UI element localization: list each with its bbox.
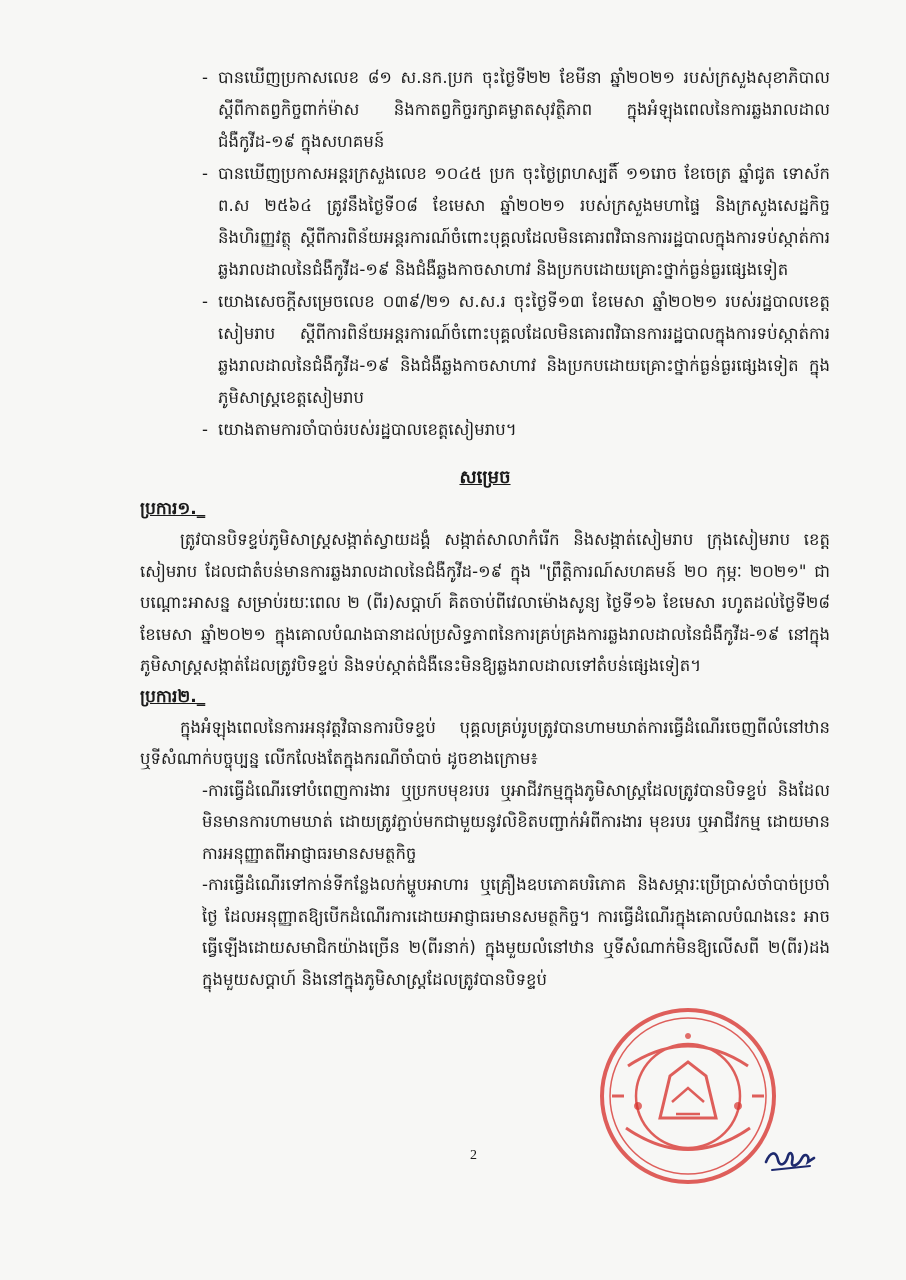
reference-text-1: បានឃើញប្រកាសលេខ ៨១ ស.នក.ប្រក ចុះថ្ងៃទី២២ ខែមីនា ឆ្នាំ២០២១ របស់ក្រសួងសុខាភិបាល ស្តីពីកាតព្វកិច្ចពាក់ម៉ាស និងកាតព្វកិច្ចរក្សាគម្លាតសុវត្ថិភាព ក្នុងអំឡុងពេលនៃការឆ្លងរាលដាលជំងឺកូវីដ-១៩ ក្នុងសហគមន៍ (218, 68, 830, 151)
decision-heading: សម្រេច (459, 467, 511, 488)
reference-text-2: បានឃើញប្រកាសអន្តរក្រសួងលេខ ១០៤៥ ប្រក ចុះថ្ងៃព្រហស្បតិ៍ ១១រោច ខែចេត្រ ឆ្នាំជូត ទោស័ក ព.ស ២៥៦៤ ត្រូវនឹងថ្ងៃទី០៨ ខែមេសា ឆ្នាំ២០២១ របស់ក្រសួងមហាផ្ទៃ និងក្រសួងសេដ្ឋកិច្ច និងហិរញ្ញវត្ថុ ស្តីពីការពិន័យអន្តរការណ៍ចំពោះបុគ្គលដែលមិនគោរពវិធានការរដ្ឋបាលក្នុងការទប់ស្កាត់ការឆ្លងរាលដាលនៃជំងឺកូវីដ-១៩ និងជំងឺឆ្លងកាចសាហាវ និងប្រកបដោយគ្រោះថ្នាក់ធ្ងន់ធ្ងរផ្សេងទៀត (218, 164, 830, 279)
official-seal-icon (598, 1006, 778, 1186)
reference-bullet-3: - យោងសេចក្តីសម្រេចលេខ ០៣៩/២១ ស.ស.រ ចុះថ្ងៃទី១៣ ខែមេសា ឆ្នាំ២០២១ របស់រដ្ឋបាលខេត្តសៀមរាប ស្តីពីការពិន័យអន្តរការណ៍ចំពោះបុគ្គលដែលមិនគោរពវិធានការរដ្ឋបាលក្នុងការទប់ស្កាត់ការឆ្លងរាលដាលនៃជំងឺកូវីដ-១៩ និងជំងឺឆ្លងកាចសាហាវ និងប្រកបដោយគ្រោះថ្នាក់ធ្ងន់ធ្ងរផ្សេងទៀត ក្នុងភូមិសាស្ត្រខេត្តសៀមរាប (140, 286, 830, 414)
article-2-label: ប្រការ២._ (140, 686, 206, 707)
page-number: 2 (470, 1148, 477, 1163)
document-body (140, 62, 830, 995)
reference-text-3: យោងសេចក្តីសម្រេចលេខ ០៣៩/២១ ស.ស.រ ចុះថ្ងៃទី១៣ ខែមេសា ឆ្នាំ២០២១ របស់រដ្ឋបាលខេត្តសៀមរាប ស្តីពីការពិន័យអន្តរការណ៍ចំពោះបុគ្គលដែលមិនគោរពវិធានការរដ្ឋបាលក្នុងការទប់ស្កាត់ការឆ្លងរាលដាលនៃជំងឺកូវីដ-១៩ និងជំងឺឆ្លងកាចសាហាវ និងប្រកបដោយគ្រោះថ្នាក់ធ្ងន់ធ្ងរផ្សេងទៀត ក្នុងភូមិសាស្ត្រខេត្តសៀមរាប (218, 292, 830, 407)
reference-bullet-2: - បានឃើញប្រកាសអន្តរក្រសួងលេខ ១០៤៥ ប្រក ចុះថ្ងៃព្រហស្បតិ៍ ១១រោច ខែចេត្រ ឆ្នាំជូត ទោស័ក ព.ស ២៥៦៤ ត្រូវនឹងថ្ងៃទី០៨ ខែមេសា ឆ្នាំ២០២១ របស់ក្រសួងមហាផ្ទៃ និងក្រសួងសេដ្ឋកិច្ច និងហិរញ្ញវត្ថុ ស្តីពីការពិន័យអន្តរការណ៍ចំពោះបុគ្គលដែលមិនគោរពវិធានការរដ្ឋបាលក្នុងការទប់ស្កាត់ការឆ្លងរាលដាលនៃជំងឺកូវីដ-១៩ និងជំងឺឆ្លងកាចសាហាវ និងប្រកបដោយគ្រោះថ្នាក់ធ្ងន់ធ្ងរផ្សេងទៀត (140, 158, 830, 286)
reference-text-4: យោងតាមការចាំបាច់របស់រដ្ឋបាលខេត្តសៀមរាប។ (218, 420, 517, 439)
reference-bullet-4: - យោងតាមការចាំបាច់របស់រដ្ឋបាលខេត្តសៀមរាប។ (140, 414, 830, 446)
article-2-text: ក្នុងអំឡុងពេលនៃការអនុវត្តវិធានការបិទខ្ទប់ បុគ្គលគ្រប់រូបត្រូវបានហាមឃាត់ការធ្វើដំណើរចេញពីលំនៅឋាន ឬទីសំណាក់បច្ចុប្បន្ន លើកលែងតែក្នុងករណីចាំបាច់ ដូចខាងក្រោម៖ (140, 717, 830, 768)
article-2-item-1: -ការធ្វើដំណើរទៅបំពេញការងារ ឬប្រកបមុខរបរ ឬអាជីវកម្មក្នុងភូមិសាស្ត្រដែលត្រូវបានបិទខ្ទប់ និងដែលមិនមានការហាមឃាត់ ដោយត្រូវភ្ជាប់មកជាមួយនូវលិខិតបញ្ជាក់អំពីការងារ មុខរបរ ឬអាជីវកម្ម ដោយមានការអនុញ្ញាតពីអាជ្ញាធរមានសមត្ថកិច្ច (202, 780, 830, 863)
article-2-item-2: -ការធ្វើដំណើរទៅកាន់ទីកន្លែងលក់ម្ហូបអាហារ ឬគ្រឿងឧបភោគបរិភោគ និងសម្ភារៈប្រើប្រាស់ចាំបាច់ប្រចាំថ្ងៃ ដែលអនុញ្ញាតឱ្យបើកដំណើរការដោយអាជ្ញាធរមានសមត្ថកិច្ច។ ការធ្វើដំណើរក្នុងគោលបំណងនេះ អាចធ្វើឡើងដោយសមាជិកយ៉ាងច្រើន ២(ពីរនាក់) ក្នុងមួយលំនៅឋាន ឬទីសំណាក់មិនឱ្យលើសពី ២(ពីរ)ដង ក្នុងមួយសប្តាហ៍ និងនៅក្នុងភូមិសាស្ត្រដែលត្រូវបានបិទខ្ទប់ (202, 875, 830, 989)
article-1-label: ប្រការ១._ (140, 499, 206, 519)
signature-icon (762, 1140, 818, 1176)
article-1-text: ត្រូវបានបិទខ្ទប់ភូមិសាស្ត្រសង្កាត់ស្វាយដង្គំ សង្កាត់សាលាកំរើក និងសង្កាត់សៀមរាប ក្រុងសៀមរាប ខេត្តសៀមរាប ដែលជាតំបន់មានការឆ្លងរាលដាលនៃជំងឺកូវីដ-១៩ ក្នុង "ព្រឹត្តិការណ៍សហគមន៍ ២០ កុម្ភៈ ២០២១" ជាបណ្តោះអាសន្ន សម្រាប់រយៈពេល ២ (ពីរ)សប្តាហ៍ គិតចាប់ពីវេលាម៉ោងសូន្យ ថ្ងៃទី១៦ ខែមេសា រហូតដល់ថ្ងៃទី២៨ ខែមេសា ឆ្នាំ២០២១ ក្នុងគោលបំណងធានាដល់ប្រសិទ្ធភាពនៃការគ្រប់គ្រងការឆ្លងរាលដាលនៃជំងឺកូវីដ-១៩ នៅក្នុងភូមិសាស្ត្រសង្កាត់ដែលត្រូវបិទខ្ទប់ និងទប់ស្កាត់ជំងឺនេះមិនឱ្យឆ្លងរាលដាលទៅតំបន់ផ្សេងទៀត។ (140, 530, 830, 675)
reference-bullet-1: - បានឃើញប្រកាសលេខ ៨១ ស.នក.ប្រក ចុះថ្ងៃទី២២ ខែមីនា ឆ្នាំ២០២១ របស់ក្រសួងសុខាភិបាល ស្តីពីកាតព្វកិច្ចពាក់ម៉ាស និងកាតព្វកិច្ចរក្សាគម្លាតសុវត្ថិភាព ក្នុងអំឡុងពេលនៃការឆ្លងរាលដាលជំងឺកូវីដ-១៩ ក្នុងសហគមន៍ (140, 62, 830, 158)
